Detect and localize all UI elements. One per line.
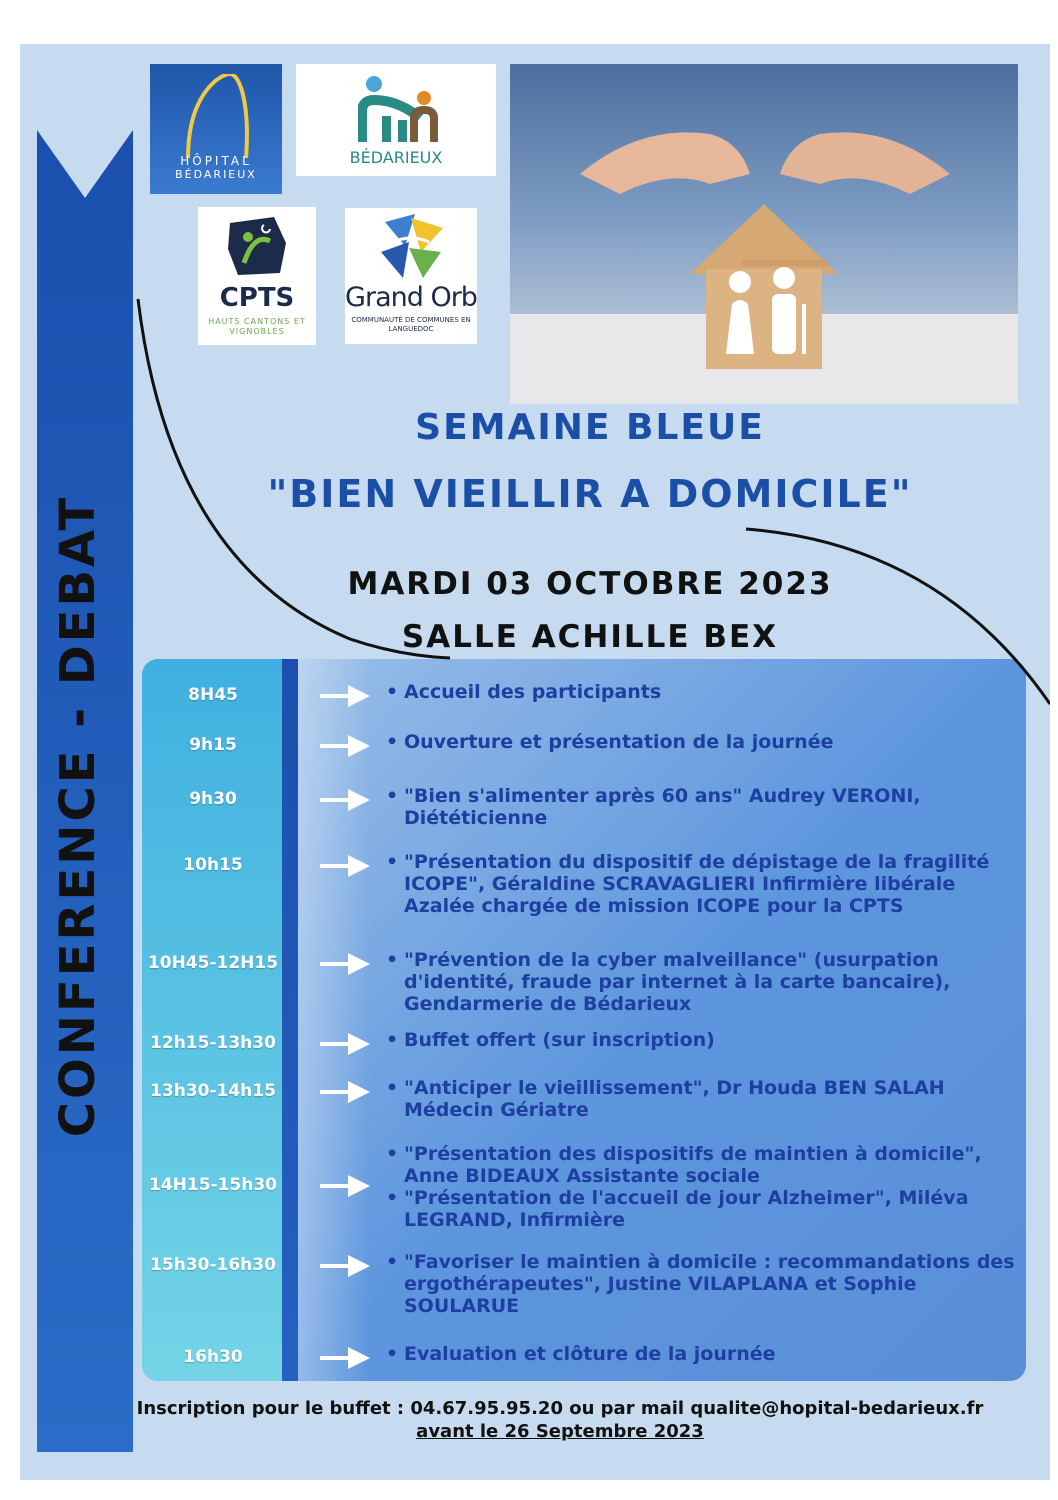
schedule-items xyxy=(386,731,1016,753)
hopital-logo xyxy=(150,64,282,194)
hopital-logo-line1: HÔPITAL xyxy=(180,154,252,168)
schedule-panel xyxy=(142,659,1026,1381)
schedule-items xyxy=(386,1029,1016,1051)
poster xyxy=(20,44,1050,1480)
arrow-right-icon xyxy=(320,951,372,977)
bedarieux-logo-text: BÉDARIEUX xyxy=(349,148,443,167)
schedule-item: • Accueil des participants xyxy=(386,681,1016,703)
hopital-logo-line2: BÉDARIEUX xyxy=(175,168,257,181)
schedule-item: • "Favoriser le maintien à domicile : recommandations des ergothérapeutes", Justine VILAPLANA et Sophie SOULARUE xyxy=(386,1251,1016,1317)
arch-icon xyxy=(180,74,252,158)
schedule-time: 15h30-16h30 xyxy=(150,1255,276,1275)
arrow-right-icon xyxy=(320,683,372,709)
schedule-item: • Buffet offert (sur inscription) xyxy=(386,1029,1016,1051)
cpts-logo-line1: CPTS xyxy=(219,283,295,313)
schedule-items xyxy=(386,851,1016,917)
schedule-items xyxy=(386,949,1016,1015)
arrow-right-icon xyxy=(320,733,372,759)
arrow-right-icon xyxy=(320,787,372,813)
schedule-time: 13h30-14h15 xyxy=(150,1081,276,1101)
bedarieux-logo xyxy=(296,64,496,176)
schedule-time: 14H15-15h30 xyxy=(148,1175,277,1195)
schedule-time: 12h15-13h30 xyxy=(150,1033,276,1053)
event-venue: SALLE ACHILLE BEX xyxy=(401,619,779,655)
schedule-items xyxy=(386,1343,1016,1365)
hero-photo xyxy=(510,64,1018,404)
arrow-right-icon xyxy=(320,1345,372,1371)
schedule-items xyxy=(386,681,1016,703)
time-column-divider xyxy=(282,659,298,1381)
arrow-right-icon xyxy=(320,1253,372,1279)
schedule-items xyxy=(386,1251,1016,1317)
grandorb-logo-line1: Grand Orb xyxy=(345,282,477,313)
footer-deadline: avant le 26 Septembre 2023 xyxy=(416,1421,704,1442)
schedule-item: • Ouverture et présentation de la journée xyxy=(386,731,1016,753)
family-icon xyxy=(358,72,438,144)
event-date: MARDI 03 OCTOBRE 2023 xyxy=(347,566,833,602)
grandorb-emblem-icon xyxy=(375,212,447,280)
schedule-item: • "Bien s'alimenter après 60 ans" Audrey VERONI, Diététicienne xyxy=(386,785,1016,829)
footer-registration: Inscription pour le buffet : 04.67.95.95.20 ou par mail qualite@hopital-bedarieux.fr xyxy=(136,1398,984,1419)
schedule-item: • Evaluation et clôture de la journée xyxy=(386,1343,1016,1365)
schedule-time: 16h30 xyxy=(183,1347,243,1367)
cpts-logo-line2: HAUTS CANTONS ET VIGNOBLES xyxy=(208,317,306,336)
grandorb-logo xyxy=(345,208,477,344)
schedule-items xyxy=(386,1143,1016,1231)
arrow-right-icon xyxy=(320,1173,372,1199)
schedule-time: 10h15 xyxy=(183,855,243,875)
schedule-item: • "Présentation du dispositif de dépistage de la fragilité ICOPE", Géraldine SCRAVAGLIERI Infirmière libérale Azalée chargée de mission ICOPE pour la CPTS xyxy=(386,851,1016,917)
schedule-items xyxy=(386,1077,1016,1121)
schedule-item: • "Présentation des dispositifs de maintien à domicile", Anne BIDEAUX Assistante sociale xyxy=(386,1143,1016,1187)
event-title: SEMAINE BLEUE xyxy=(415,407,765,448)
arrow-right-icon xyxy=(320,1079,372,1105)
cpts-logo xyxy=(198,207,316,345)
grandorb-logo-line2: COMMUNAUTÉ DE COMMUNES EN LANGUEDOC xyxy=(351,316,471,333)
schedule-item: • "Anticiper le vieillissement", Dr Houda BEN SALAH Médecin Gériatre xyxy=(386,1077,1016,1121)
schedule-time: 8H45 xyxy=(188,685,238,705)
schedule-time: 9h30 xyxy=(189,789,237,809)
schedule-items xyxy=(386,785,1016,829)
hands-house-illustration xyxy=(510,64,1018,404)
event-theme: "BIEN VIEILLIR A DOMICILE" xyxy=(267,472,913,516)
schedule-item: • "Prévention de la cyber malveillance" (usurpation d'identité, fraude par internet à la carte bancaire), Gendarmerie de Bédarieux xyxy=(386,949,1016,1015)
schedule-item: • "Présentation de l'accueil de jour Alzheimer", Miléva LEGRAND, Infirmière xyxy=(386,1187,1016,1231)
landscape-icon xyxy=(224,213,294,279)
banner-title: CONFERENCE - DEBAT xyxy=(50,494,106,1138)
arrow-right-icon xyxy=(320,853,372,879)
schedule-time: 9h15 xyxy=(189,735,237,755)
arrow-right-icon xyxy=(320,1031,372,1057)
schedule-time: 10H45-12H15 xyxy=(147,953,279,973)
